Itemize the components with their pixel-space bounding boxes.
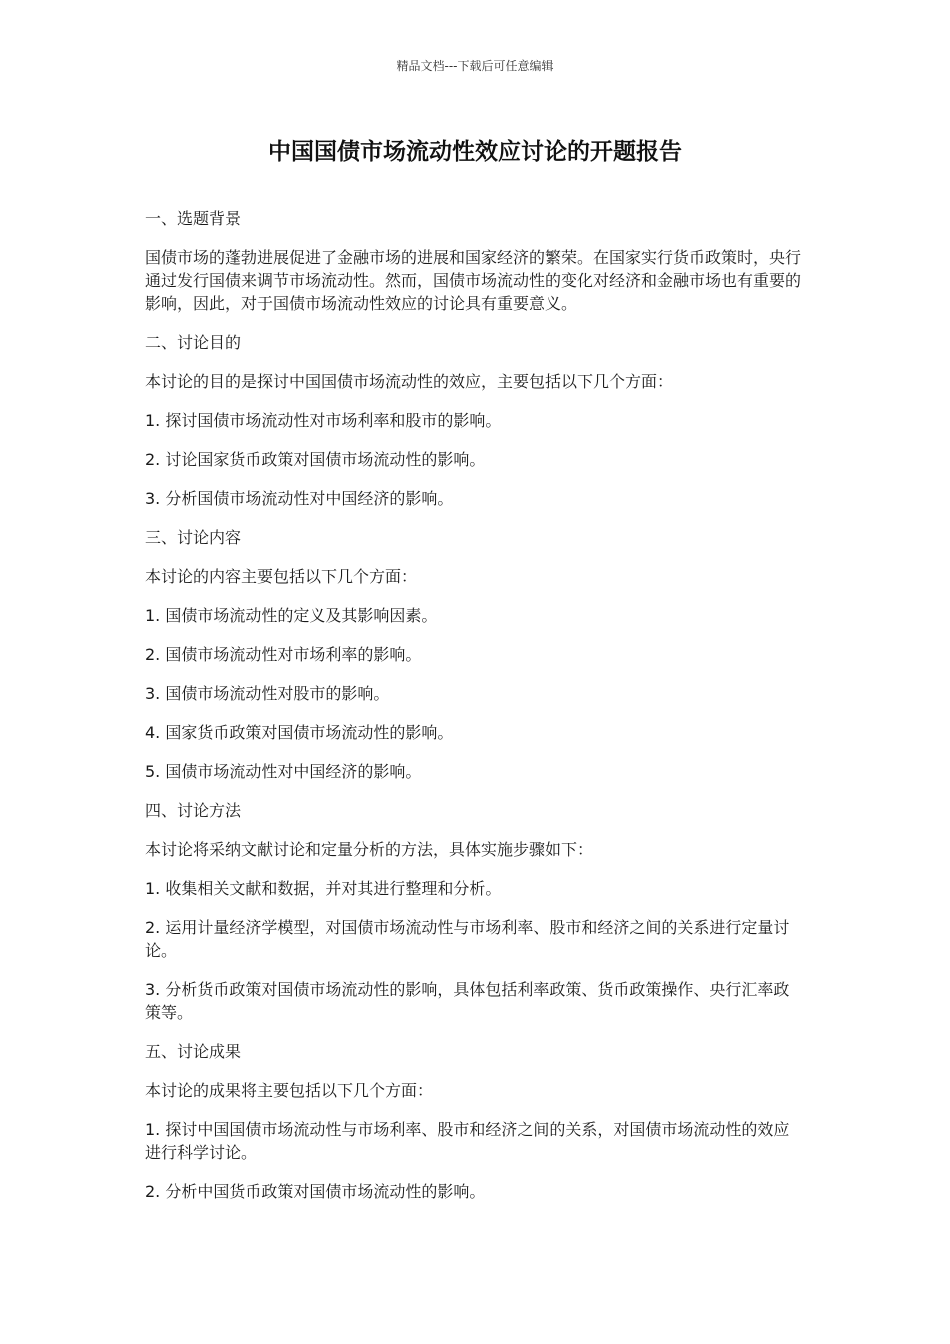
section-heading-content: 三、讨论内容 bbox=[145, 528, 242, 547]
purpose-item: 2. 讨论国家货币政策对国债市场流动性的影响。 bbox=[145, 450, 486, 469]
method-intro: 本讨论将采纳文献讨论和定量分析的方法，具体实施步骤如下： bbox=[145, 840, 594, 859]
results-item: 2. 分析中国货币政策对国债市场流动性的影响。 bbox=[145, 1182, 486, 1201]
purpose-item: 1. 探讨国债市场流动性对市场利率和股市的影响。 bbox=[145, 411, 502, 430]
method-item: 2. 运用计量经济学模型，对国债市场流动性与市场利率、股市和经济之间的关系进行定量讨论。 bbox=[145, 918, 790, 960]
results-item: 1. 探讨中国国债市场流动性与市场利率、股市和经济之间的关系，对国债市场流动性的效应进行科学讨论。 bbox=[145, 1120, 790, 1162]
content-item: 3. 国债市场流动性对股市的影响。 bbox=[145, 684, 390, 703]
purpose-intro: 本讨论的目的是探讨中国国债市场流动性的效应，主要包括以下几个方面： bbox=[145, 372, 674, 391]
content-item: 4. 国家货币政策对国债市场流动性的影响。 bbox=[145, 723, 454, 742]
section-heading-method: 四、讨论方法 bbox=[145, 801, 242, 820]
purpose-item: 3. 分析国债市场流动性对中国经济的影响。 bbox=[145, 489, 454, 508]
document-body bbox=[145, 207, 805, 1219]
section-heading-results: 五、讨论成果 bbox=[145, 1042, 242, 1061]
results-intro: 本讨论的成果将主要包括以下几个方面： bbox=[145, 1081, 434, 1100]
page-header: 精品文档---下载后可任意编辑 bbox=[396, 59, 554, 73]
background-paragraph: 国债市场的蓬勃进展促进了金融市场的进展和国家经济的繁荣。在国家实行货币政策时，央行通过发行国债来调节市场流动性。然而，国债市场流动性的变化对经济和金融市场也有重要的影响，因此，对于国债市场流动性效应的讨论具有重要意义。 bbox=[145, 248, 802, 313]
content-item: 5. 国债市场流动性对中国经济的影响。 bbox=[145, 762, 422, 781]
content-item: 1. 国债市场流动性的定义及其影响因素。 bbox=[145, 606, 438, 625]
section-heading-background: 一、选题背景 bbox=[145, 209, 242, 228]
method-item: 3. 分析货币政策对国债市场流动性的影响，具体包括利率政策、货币政策操作、央行汇率政策等。 bbox=[145, 980, 790, 1022]
content-intro: 本讨论的内容主要包括以下几个方面： bbox=[145, 567, 418, 586]
method-item: 1. 收集相关文献和数据，并对其进行整理和分析。 bbox=[145, 879, 502, 898]
section-heading-purpose: 二、讨论目的 bbox=[145, 333, 242, 352]
content-item: 2. 国债市场流动性对市场利率的影响。 bbox=[145, 645, 422, 664]
document-title: 中国国债市场流动性效应讨论的开题报告 bbox=[268, 139, 682, 165]
